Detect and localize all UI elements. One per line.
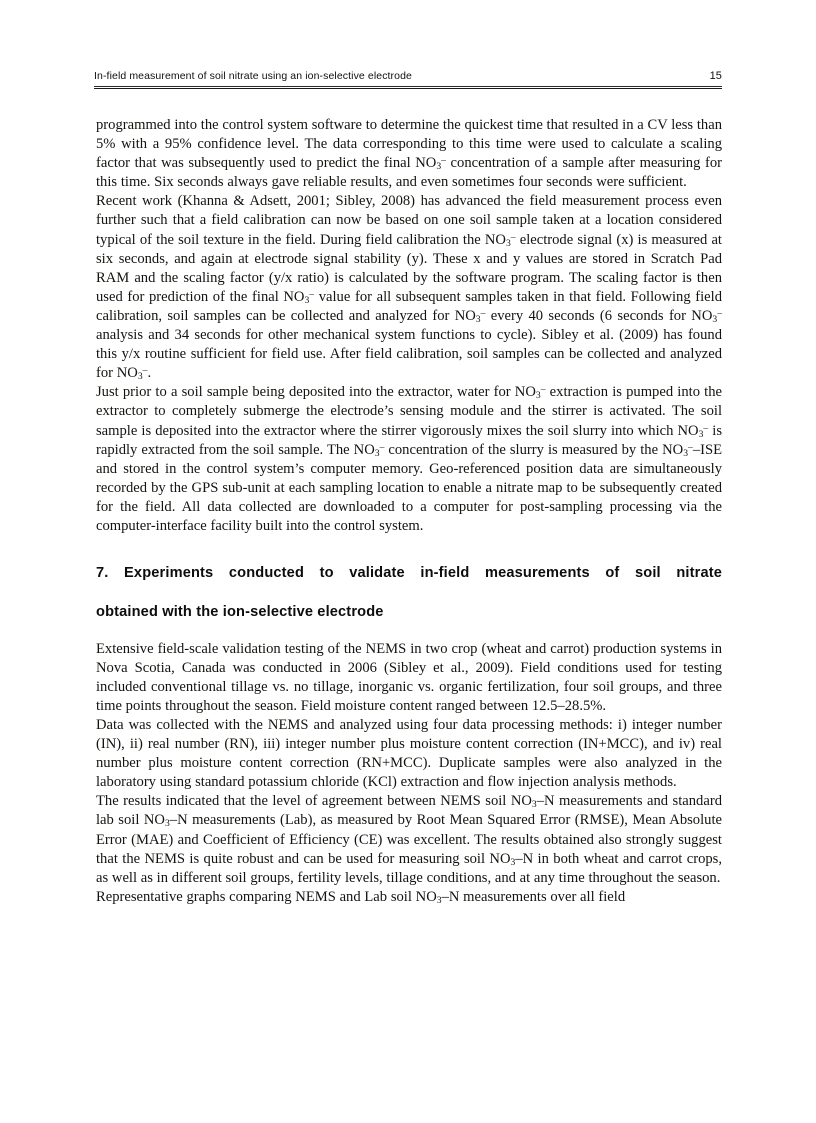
superscript: –: [480, 307, 486, 319]
subscript: 3: [137, 371, 143, 383]
subscript: 3: [436, 161, 442, 173]
subscript: 3: [436, 894, 442, 906]
superscript: –: [441, 155, 446, 167]
subscript: 3: [510, 856, 516, 868]
subscript: 3: [535, 390, 541, 402]
superscript: –: [717, 307, 722, 319]
subscript: 3: [505, 237, 511, 249]
superscript: –: [142, 365, 148, 377]
subscript: 3: [304, 294, 310, 306]
superscript: –: [510, 231, 516, 243]
superscript: –: [540, 384, 546, 396]
paragraph-6: The results indicated that the level of agreement between NEMS soil $NO_3-N$ measurements and standard lab soil $NO_3-N$ measurements (Lab), as measured by Root Mean Squared Error (RMSE), Mean Absolute Error (MAE) and Coefficient of Efficiency (CE) was excellent. The results obtained also strongly suggest that the NEMS is quite robust and can be used for measuring soil $NO_3-N$ in both wheat and carrot crops, as well as in different soil groups, fertility levels, tillage conditions, and at any time throughout the season.: [96, 793, 722, 886]
subscript: 3: [683, 447, 688, 459]
section-heading-line-2: obtained with the ion-selective electrode: [96, 604, 384, 621]
paragraph-3: Just prior to a soil sample being deposited into the extractor, water for $NO_3^-$ extraction is pumped into the extractor to completely submerge the electrode’s sensing module and the stirrer is activated. The soil sample is deposited into the extractor where the stirrer vigorously mixes the soil slurry into which $NO_3^-$ is rapidly extracted from the soil sample. The $NO_3^-$ concentration of the slurry is measured by the $NO_3^-$–ISE and stored in the control system’s computer memory. Geo-referenced position data are simultaneously recorded by the GPS sub-unit at each sampling location to enable a nitrate map to be subsequently created for the field. All data collected are downloaded to a computer for post-sampling processing via the computer-interface facility built into the control system.: [96, 384, 722, 534]
paragraph-4: Extensive field-scale validation testing of the NEMS in two crop (wheat and carrot) production systems in Nova Scotia, Canada was conducted in 2006 (Sibley et al., 2009). Field conditions used for testing included conventional tillage vs. no tillage, inorganic vs. organic fertilization, four soil groups, and three time points throughout the season. Field moisture content ranged between 12.5–28.5%.: [96, 640, 722, 714]
running-header: [94, 70, 722, 94]
header-rule-thick: [94, 88, 722, 89]
paragraph-2: Recent work (Khanna & Adsett, 2001; Sibley, 2008) has advanced the field measurement process even further such that a field calibration can now be based on one soil sample taken at a location considered typical of the soil texture in the field. During field calibration the $NO_3^-$ electrode signal (x) is measured at six seconds, and again at electrode signal stability (y). These x and y values are stored in Scratch Pad RAM and the scaling factor (y/x ratio) is calculated by the software program. The scaling factor is then used for prediction of the final $NO_3^-$ value for all subsequent samples taken in that field. Following field calibration, soil samples can be collected and analyzed for $NO_3^-$ every 40 seconds (6 seconds for $NO_3^-$ analysis and 34 seconds for other mechanical system functions to cycle). Sibley et al. (2009) has found this y/x routine sufficient for field use. After field calibration, soil samples can be collected and analyzed for $NO_3^-$.: [96, 193, 723, 383]
section-heading: [96, 536, 722, 640]
subscript: 3: [531, 799, 537, 811]
section-heading-line-1: 7. Experiments conducted to validate in-field measurements of soil nitrate: [96, 565, 722, 582]
subscript: 3: [698, 428, 704, 440]
subscript: 3: [712, 314, 718, 326]
paragraph-1: programmed into the control system software to determine the quickest time that resulted in a CV less than 5% with a 95% confidence level. The data corresponding to this time were used to calculate a scaling factor that was subsequently used to predict the final $NO_3^-$ concentration of a sample after measuring for this time. Six seconds always gave reliable results, and even sometimes four seconds were sufficient.: [96, 117, 722, 191]
superscript: –: [703, 422, 709, 434]
subscript: 3: [374, 447, 380, 459]
page-number: 15: [709, 70, 722, 82]
paragraph-5: Data was collected with the NEMS and analyzed using four data processing methods: i) integer number (IN), ii) real number (RN), iii) integer number plus moisture content correction (IN+MCC), and iv) real number plus moisture content correction (RN+MCC). Duplicate samples were also analyzed in the laboratory using standard potassium chloride (KCl) extraction and flow injection analysis methods.: [96, 716, 722, 791]
superscript: –: [379, 441, 385, 453]
superscript: –: [688, 441, 693, 453]
paragraph-7: Representative graphs comparing NEMS and Lab soil $NO_3-N$ measurements over all field: [96, 888, 626, 906]
subscript: 3: [475, 314, 481, 326]
superscript: –: [309, 288, 315, 300]
running-header-title: In-field measurement of soil nitrate using an ion-selective electrode: [94, 70, 412, 82]
subscript: 3: [164, 818, 170, 830]
body-text-block: [96, 116, 722, 907]
running-header-row: [94, 70, 722, 86]
